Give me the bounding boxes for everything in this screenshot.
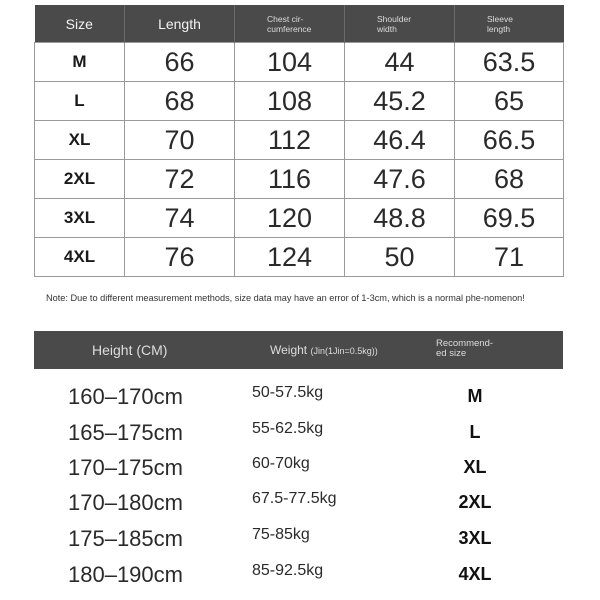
chest-cell: 112	[235, 121, 345, 160]
list-item	[0, 416, 600, 450]
recommended-size: 3XL	[458, 528, 492, 548]
list-item	[0, 522, 600, 556]
sleeve-cell: 63.5	[455, 43, 564, 82]
header-weight-label: Weight	[270, 343, 308, 357]
weight-range: 85-92.5kg	[252, 562, 324, 579]
sleeve-cell: 68	[455, 160, 564, 199]
header-chest-line1: Chest cir-	[267, 13, 304, 24]
recommended-size: M	[467, 386, 483, 406]
header-weight-unit: (Jin(1Jin=0.5kg))	[310, 346, 378, 356]
list-item	[0, 486, 600, 520]
sleeve-cell: 66.5	[455, 121, 564, 160]
shoulder-cell: 48.8	[345, 199, 455, 238]
length-cell: 70	[125, 121, 235, 160]
size-cell: XL	[35, 121, 125, 160]
header-recommended-line2: ed size	[436, 348, 467, 359]
size-cell: 2XL	[35, 160, 125, 199]
sleeve-cell: 65	[455, 82, 564, 121]
shoulder-cell: 44	[345, 43, 455, 82]
measurement-note: Note: Due to different measurement methods, size data may have an error of 1-3cm, which is a normal phe-nomenon!	[46, 293, 525, 303]
weight-range: 75-85kg	[252, 526, 310, 543]
height-range: 175–185cm	[68, 526, 183, 551]
table-row	[35, 199, 564, 238]
weight-range: 67.5-77.5kg	[252, 490, 337, 507]
table-row	[35, 121, 564, 160]
length-cell: 74	[125, 199, 235, 238]
size-cell: 3XL	[35, 199, 125, 238]
weight-range: 50-57.5kg	[252, 384, 324, 401]
header-sleeve-line1: Sleeve	[487, 13, 513, 24]
height-range: 160–170cm	[68, 384, 183, 409]
size-cell: M	[35, 43, 125, 82]
weight-range: 60-70kg	[252, 455, 310, 472]
table-row	[35, 82, 564, 121]
header-recommended-size	[436, 339, 493, 359]
header-recommended-line1: Recommend-	[436, 338, 494, 349]
length-cell: 68	[125, 82, 235, 121]
sleeve-cell: 69.5	[455, 199, 564, 238]
size-cell: L	[35, 82, 125, 121]
size-chart-header-row	[35, 5, 564, 43]
height-range: 165–175cm	[68, 420, 183, 445]
sleeve-cell: 71	[455, 238, 564, 277]
shoulder-cell: 50	[345, 238, 455, 277]
shoulder-cell: 45.2	[345, 82, 455, 121]
list-item	[0, 451, 600, 485]
chest-cell: 120	[235, 199, 345, 238]
recommended-size: L	[469, 422, 481, 442]
list-item	[0, 380, 600, 414]
chest-cell: 124	[235, 238, 345, 277]
chest-cell: 116	[235, 160, 345, 199]
shoulder-cell: 46.4	[345, 121, 455, 160]
header-chest	[235, 5, 345, 43]
header-sleeve-line2: length	[487, 23, 511, 34]
header-size: Size	[35, 5, 125, 43]
header-sleeve	[455, 5, 564, 43]
header-shoulder-line1: Shoulder	[377, 13, 412, 24]
header-length: Length	[125, 5, 235, 43]
recommended-size: 2XL	[458, 492, 492, 512]
header-weight	[270, 343, 378, 357]
chest-cell: 108	[235, 82, 345, 121]
size-chart-table	[34, 5, 564, 277]
height-range: 170–175cm	[68, 455, 183, 480]
header-shoulder-line2: width	[377, 23, 397, 34]
list-item	[0, 558, 600, 592]
header-chest-line2: cumference	[267, 23, 312, 34]
table-row	[35, 238, 564, 277]
recommended-size: XL	[463, 457, 487, 477]
shoulder-cell: 47.6	[345, 160, 455, 199]
header-height: Height (CM)	[92, 342, 168, 358]
height-range: 170–180cm	[68, 490, 183, 515]
height-range: 180–190cm	[68, 562, 183, 587]
header-shoulder	[345, 5, 455, 43]
recommended-size: 4XL	[458, 564, 492, 584]
length-cell: 66	[125, 43, 235, 82]
chest-cell: 104	[235, 43, 345, 82]
size-cell: 4XL	[35, 238, 125, 277]
table-row	[35, 43, 564, 82]
length-cell: 76	[125, 238, 235, 277]
recommendation-header	[34, 331, 563, 369]
weight-range: 55-62.5kg	[252, 420, 324, 437]
table-row	[35, 160, 564, 199]
length-cell: 72	[125, 160, 235, 199]
